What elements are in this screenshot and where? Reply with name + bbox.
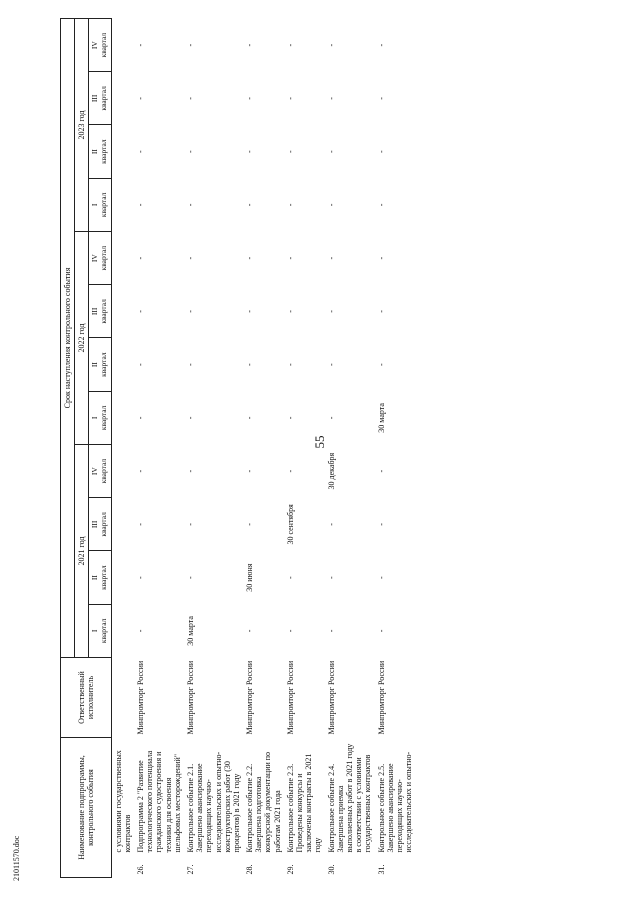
quarter-cell: - [245,203,255,207]
quarter-cell: - [185,576,195,579]
quarter-cell: - [136,576,145,579]
quarter-cell: - [376,469,386,473]
responsible: Минпромторг России [185,660,195,735]
row-number: 27. [185,864,195,875]
quarter-cell: - [245,469,255,473]
quarter-number: I [90,203,100,207]
quarter-cell: - [285,43,295,47]
header-year-2022: 2022 год [75,232,89,445]
quarter-cell: - [376,523,386,526]
quarter-cell: - [376,203,386,207]
table-row [375,19,416,878]
quarter-word: квартал [99,192,108,218]
event-name: Контрольное событие 2.1. Завершено авансирование переходящих научно-исследовательских и опытно-конструкторских работ (30 процентов) в 2021 году [185,751,241,853]
quarter-word: квартал [99,245,108,271]
quarter-cell: 30 декабря [326,452,336,490]
quarter-number: II [90,149,100,155]
header-quarter [89,19,111,72]
table-body [111,19,415,878]
quarter-cell: 30 марта [376,403,386,433]
quarter-cell: - [326,523,336,526]
quarter-cell: - [285,576,295,579]
quarter-cell: - [245,310,255,313]
quarter-cell: - [326,416,336,420]
header-responsible-col: Ответственный исполнитель [61,658,112,738]
quarter-cell: - [376,150,386,153]
quarter-word: квартал [99,352,108,377]
quarter-cell [111,604,134,657]
header-quarter [89,338,111,391]
quarter-cell: - [185,256,195,260]
control-events-table [60,18,415,878]
quarter-cell [111,338,134,391]
table-row [243,19,284,878]
table-row [325,19,375,878]
quarter-number: II [90,362,100,368]
quarter-cell: - [136,43,145,47]
quarter-number: IV [90,41,100,50]
quarter-cell: - [245,629,255,633]
header-quarter [89,551,111,604]
quarter-number: IV [90,467,100,476]
quarter-cell: - [285,469,295,473]
quarter-cell: - [376,576,386,579]
quarter-word: квартал [99,512,108,537]
quarter-cell: - [185,203,195,207]
quarter-cell: - [185,97,195,100]
quarter-cell: - [376,629,386,633]
quarter-cell: - [185,150,195,153]
header-quarter [89,232,111,285]
quarter-word: квартал [99,299,108,324]
quarter-word: квартал [99,405,108,431]
event-name: Контрольное событие 2.2. Завершена подготовка конкурсной документации по работам 2021 года [245,751,282,853]
quarter-cell: - [136,416,145,420]
quarter-number: III [90,307,100,316]
quarter-cell [111,445,134,498]
responsible [111,658,134,738]
quarter-cell: - [245,97,255,100]
table-row [184,19,243,878]
quarter-cell: - [285,150,295,153]
header-quarter [89,498,111,551]
quarter-cell: - [326,576,336,579]
quarter-word: квартал [99,565,108,590]
quarter-number: III [90,520,100,529]
quarter-cell: - [376,256,386,260]
quarter-number: III [90,94,100,103]
quarter-cell: - [136,97,145,100]
quarter-cell: - [376,43,386,47]
row-number [111,856,134,878]
quarter-cell: - [185,416,195,420]
quarter-cell [111,125,134,178]
quarter-cell: - [185,469,195,473]
row-number: 31. [376,864,386,875]
quarter-cell: - [285,97,295,100]
quarter-word: квартал [99,618,108,644]
quarter-cell: - [376,363,386,366]
quarter-cell: - [285,416,295,420]
quarter-cell: - [245,523,255,526]
quarter-cell: - [326,150,336,153]
header-quarter [89,391,111,444]
quarter-number: I [90,416,100,420]
quarter-cell: 30 сентября [285,504,295,545]
quarter-cell: - [285,256,295,260]
quarter-cell: - [326,310,336,313]
event-name: Подпрограмма 2 "Развитие технологического потенциала гражданского судостроения и техники для освоения шельфовых месторождений" [136,750,182,853]
quarter-cell [111,232,134,285]
quarter-cell: - [136,363,145,366]
quarter-cell: - [185,43,195,47]
quarter-cell: - [245,416,255,420]
header-name-col: Наименование подпрограммы, контрольного события [61,738,112,878]
row-number: 26. [136,864,145,875]
event-name: Контрольное событие 2.4. Завершена приемка выполненных работ в 2021 году в соответствии с условиями государственных контрактов [326,743,373,853]
quarter-cell: - [185,523,195,526]
row-number: 30. [326,864,336,875]
quarter-cell: - [285,203,295,207]
quarter-word: квартал [99,139,108,164]
header-quarter [89,285,111,338]
quarter-cell [111,498,134,551]
quarter-word: квартал [99,458,108,484]
responsible: Минпромторг России [376,660,386,735]
quarter-cell: - [285,310,295,313]
quarter-cell: - [245,363,255,366]
header-year-2021: 2021 год [75,445,89,658]
header-year-2023: 2023 год [75,19,89,232]
responsible: Минпромторг России [326,660,336,735]
quarter-cell: - [136,256,145,260]
event-name: Контрольное событие 2.5. Завершено авансирование переходящих научно-исследовательских и опытно- [376,751,414,853]
table-row [134,19,184,878]
quarter-number: IV [90,254,100,263]
event-name: Контрольное событие 2.3. Проведены конкурсы и заключены контракты в 2021 году [285,753,323,853]
responsible: Минпромторг России [245,660,255,735]
quarter-cell: - [285,629,295,633]
header-quarter [89,178,111,231]
responsible: Минпромторг России [136,660,145,735]
event-name: с условиями государственных контрактов [113,750,132,853]
quarter-cell: - [136,469,145,473]
quarter-cell: - [245,150,255,153]
quarter-cell: - [245,256,255,260]
table-row [111,19,134,878]
quarter-cell: - [136,523,145,526]
quarter-cell [111,551,134,604]
quarter-cell: - [136,310,145,313]
quarter-cell: - [136,629,145,633]
quarter-cell: - [185,363,195,366]
responsible: Минпромторг России [285,660,295,735]
quarter-number: II [90,575,100,581]
quarter-cell: - [376,97,386,100]
page-number: 55 [312,435,327,449]
rotated-table-wrapper [60,18,620,878]
header-quarter [89,72,111,125]
quarter-cell: - [185,310,195,313]
header-deadline-group: Срок наступления контрольного события [61,19,75,658]
quarter-cell: - [326,629,336,633]
quarter-word: квартал [99,86,108,111]
table-row [284,19,325,878]
quarter-cell: - [326,43,336,47]
quarter-cell: - [326,256,336,260]
quarter-number: I [90,629,100,633]
quarter-cell: 30 июня [245,563,255,592]
quarter-cell: 30 марта [185,616,195,646]
quarter-cell [111,391,134,444]
header-quarter [89,445,111,498]
quarter-cell: - [326,203,336,207]
quarter-cell: - [136,203,145,207]
quarter-cell: - [285,363,295,366]
quarter-cell: - [376,310,386,313]
quarter-cell: - [136,150,145,153]
row-number: 28. [245,864,255,875]
quarter-cell [111,178,134,231]
quarter-cell [111,19,134,72]
quarter-cell: - [326,97,336,100]
quarter-word: квартал [99,32,108,58]
row-number: 29. [285,864,295,875]
quarter-cell: - [326,363,336,366]
quarter-cell: - [245,43,255,47]
quarter-cell [111,285,134,338]
footer-doc-code: 21011570.doc [12,835,21,881]
header-quarter [89,604,111,657]
quarter-cell [111,72,134,125]
header-quarter [89,125,111,178]
